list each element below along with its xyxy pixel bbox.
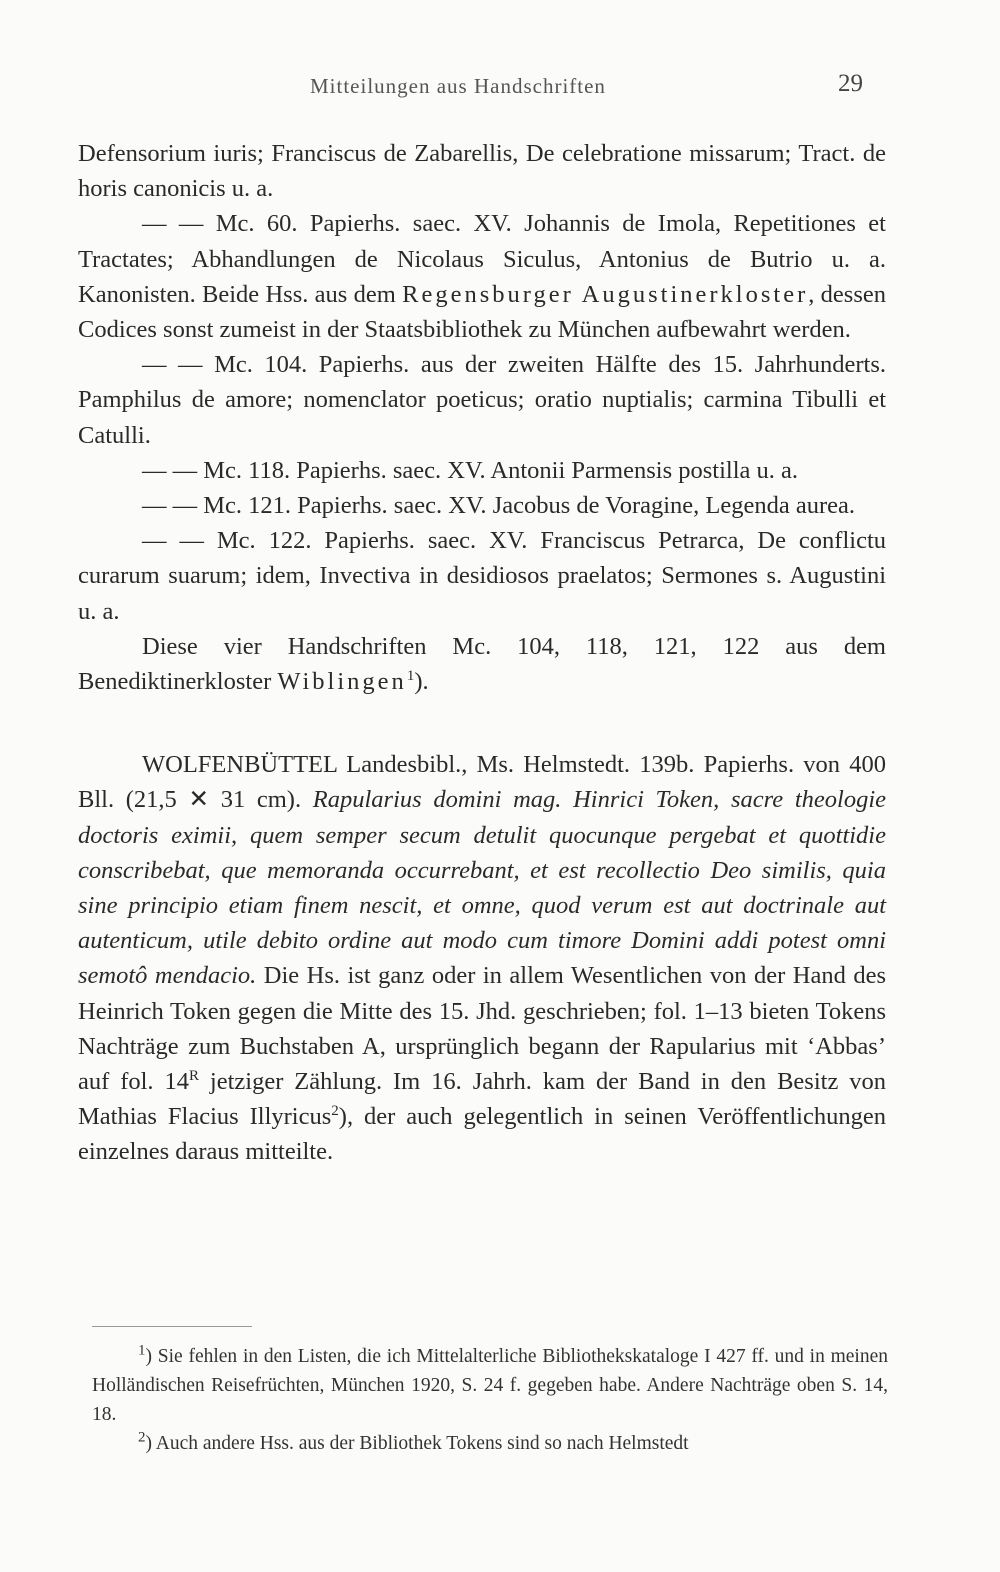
- footnote-2: [92, 1429, 888, 1458]
- paragraph-mc60-text-a: — — Mc. 60. Papierhs. saec. XV. Johannis de Imola, Repetitiones et Tractates; Abhandlungen de Nicolaus Siculus, Antonius de Butrio u. a. Kanonisten. Beide Hss. aus dem: [78, 210, 886, 308]
- footnote-1: [92, 1342, 888, 1429]
- section-gap: [78, 699, 886, 747]
- paragraph-diese-vier: [78, 629, 886, 699]
- footnote-1-mark: 1: [138, 1342, 146, 1359]
- folio-recto-mark: R: [188, 1067, 199, 1084]
- footnote-rule: [92, 1326, 252, 1327]
- paragraph-mc60: [78, 206, 886, 347]
- body-text: [78, 136, 886, 1170]
- paragraph-mc60-text-c: , dessen Codices sonst zumeist in der Staatsbibliothek zu München aufbewahrt werden.: [78, 280, 886, 344]
- footnotes: [92, 1342, 888, 1458]
- regensburger-augustinerkloster: Regensburger Augustinerkloster: [402, 280, 809, 308]
- footnote-2-text: ) Auch andere Hss. aus der Bibliothek Tokens sind so nach Helmstedt: [145, 1433, 689, 1454]
- paragraph-defensorium: Defensorium iuris; Franciscus de Zabarellis, De celebratione missarum; Tract. de horis canonicis u. a.: [78, 140, 886, 203]
- paragraph-diese-vier-text-a: Diese vier Handschriften Mc. 104, 118, 121, 122 aus dem Benediktinerkloster: [78, 632, 886, 696]
- paragraph-mc122: — — Mc. 122. Papierhs. saec. XV. Franciscus Petrarca, De conflictu curarum suarum; idem, Invectiva in desidiosos praelatos; Sermones s. Augustini u. a.: [78, 527, 886, 625]
- page-number: 29: [838, 70, 863, 97]
- footnote-ref-1: 1: [406, 667, 415, 684]
- paragraph-mc118: — — Mc. 118. Papierhs. saec. XV. Antonii Parmensis postilla u. a.: [142, 456, 798, 484]
- footnote-2-mark: 2: [138, 1429, 146, 1446]
- paragraph-wolfenbuettel: [78, 747, 886, 1169]
- wiblingen: Wiblingen: [277, 668, 407, 696]
- paragraph-mc104: — — Mc. 104. Papierhs. aus der zweiten Hälfte des 15. Jahrhunderts. Pamphilus de amore; nomenclator poeticus; oratio nuptialis; carmina Tibulli et Catulli.: [78, 351, 886, 449]
- wolfenbuettel-text-b: Die Hs. ist ganz oder in allem Wesentlichen von der Hand des Heinrich Token gegen die Mitte des 15. Jhd. geschrieben; fol. 1–13 bieten Tokens Nachträge zum Buchstaben A, ursprünglich begann der Rapularius mit ‘Abbas’ auf fol. 14: [78, 962, 886, 1096]
- wolfenbuettel-text-c: jetziger Zählung. Im 16. Jahrh. kam der Band in den Besitz von Mathias Flacius Illyricus: [78, 1068, 886, 1131]
- wolfenbuettel-text-a: WOLFENBÜTTEL Landesbibl., Ms. Helmstedt. 139b. Papierhs. von 400 Bll. (21,5 ✕ 31 cm).: [78, 751, 886, 814]
- running-title: Mitteilungen aus Handschriften: [310, 74, 606, 98]
- paragraph-diese-vier-text-c: ).: [414, 668, 429, 696]
- paragraph-mc121: — — Mc. 121. Papierhs. saec. XV. Jacobus de Voragine, Legenda aurea.: [142, 492, 856, 520]
- wolfenbuettel-text-d: ), der auch gelegentlich in seinen Veröffentlichungen einzelnes daraus mitteilte.: [78, 1103, 886, 1166]
- footnote-ref-2: 2: [331, 1103, 339, 1120]
- footnote-1-text: ) Sie fehlen in den Listen, die ich Mittelalterliche Bibliothekskataloge I 427 ff. und in meinen Holländischen Reisefrüchten, München 1920, S. 24 f. gegeben habe. Andere Nachträge oben S. 14, 18.: [92, 1346, 888, 1425]
- rapularius-incipit: Rapularius domini mag. Hinrici Token, sacre theologie doctoris eximii, quem semper secum detulit quocunque pergebat et quottidie conscribebat, que memoranda occurrebant, et est recollectio Deo similis, quia sine principio etiam finem nescit, et omne, quod verum est aut doctrinale aut autenticum, utile debito ordine aut modo cum timore Domini addi potest omni semotô mendacio.: [78, 786, 887, 990]
